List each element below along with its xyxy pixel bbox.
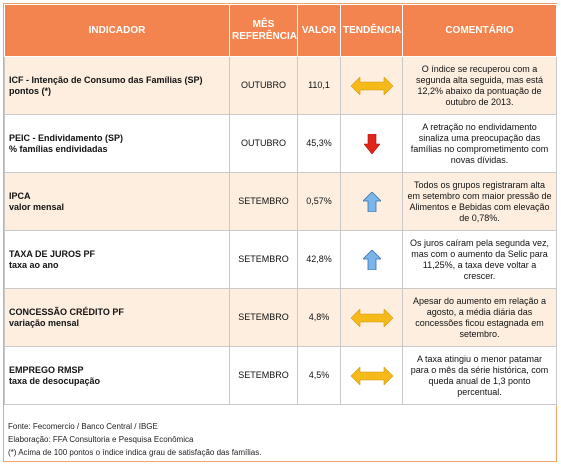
indicator-unit: taxa ao ano <box>9 259 59 270</box>
reference-month: OUTUBRO <box>230 57 298 115</box>
indicators-table <box>4 4 557 405</box>
trend-cell <box>341 289 403 347</box>
comment-cell: A retração no endividamento sinaliza uma preocupação das famílias no comprometimento com novas dívidas. <box>403 115 557 173</box>
indicator-name <box>5 347 230 405</box>
trend-cell <box>341 231 403 289</box>
header-tendencia: TENDÊNCIA <box>341 5 403 57</box>
indicator-title: TAXA DE JUROS PF <box>9 248 96 259</box>
indicator-value: 45,3% <box>298 115 341 173</box>
indicator-unit: valor mensal <box>9 201 65 212</box>
table-row <box>5 115 557 173</box>
indicator-value: 110,1 <box>298 57 341 115</box>
indicator-unit: variação mensal <box>9 317 80 328</box>
header-row <box>5 5 557 57</box>
header-valor: VALOR <box>298 5 341 57</box>
double-arrow-horizontal-icon <box>345 309 398 327</box>
indicator-title: IPCA <box>9 190 31 201</box>
indicator-title: PEIC - Endividamento (SP) <box>9 132 124 143</box>
indicator-unit: taxa de desocupação <box>9 375 101 386</box>
table-row <box>5 173 557 231</box>
indicator-value: 4,5% <box>298 347 341 405</box>
trend-cell <box>341 173 403 231</box>
reference-month: SETEMBRO <box>230 347 298 405</box>
indicator-title: EMPREGO RMSP <box>9 364 84 375</box>
indicator-name <box>5 57 230 115</box>
indicator-name <box>5 289 230 347</box>
trend-cell <box>341 115 403 173</box>
indicator-title: CONCESSÃO CRÉDITO PF <box>9 306 124 317</box>
indicator-name <box>5 231 230 289</box>
header-mes-referencia <box>230 5 298 57</box>
indicator-name <box>5 173 230 231</box>
indicator-value: 0,57% <box>298 173 341 231</box>
indicator-value: 4,8% <box>298 289 341 347</box>
footer-note: (*) Acima de 100 pontos o índice indica grau de satisfação das famílias. <box>8 448 262 457</box>
comment-cell: O índice se recuperou com a segunda alta seguida, mas está 12,2% abaixo da pontuação de outubro de 2013. <box>403 57 557 115</box>
footer-notes <box>8 420 261 459</box>
footer-source: Fonte: Fecomercio / Banco Central / IBGE <box>8 422 158 431</box>
double-arrow-horizontal-icon <box>345 367 398 385</box>
indicator-unit: % famílias endividadas <box>9 143 108 154</box>
indicator-value: 42,8% <box>298 231 341 289</box>
footer-elaboration: Elaboração: FFA Consultoria e Pesquisa Econômica <box>8 435 194 444</box>
arrow-up-icon <box>345 192 398 212</box>
reference-month: SETEMBRO <box>230 173 298 231</box>
double-arrow-horizontal-icon <box>345 77 398 95</box>
comment-cell: Apesar do aumento em relação a agosto, a média diária das concessões ficou estagnada em setembro. <box>403 289 557 347</box>
table-row <box>5 289 557 347</box>
indicator-name <box>5 115 230 173</box>
trend-cell <box>341 57 403 115</box>
header-mes-line2: REFERÊNCIA <box>232 30 298 42</box>
arrow-up-icon <box>345 250 398 270</box>
trend-cell <box>341 347 403 405</box>
header-indicador: INDICADOR <box>5 5 230 57</box>
reference-month: SETEMBRO <box>230 289 298 347</box>
table-row <box>5 57 557 115</box>
indicator-title: ICF - Intenção de Consumo das Famílias (SP) <box>9 74 203 85</box>
comment-cell: A taxa atingiu o menor patamar para o mês da série histórica, com queda anual de 1,3 ponto percentual. <box>403 347 557 405</box>
comment-cell: Todos os grupos registraram alta em setembro com maior pressão de Alimentos e Bebidas com elevação de 0,78%. <box>403 173 557 231</box>
reference-month: SETEMBRO <box>230 231 298 289</box>
header-mes-line1: MÊS <box>252 18 275 30</box>
indicator-unit: pontos (*) <box>9 85 51 96</box>
table-row <box>5 347 557 405</box>
reference-month: OUTUBRO <box>230 115 298 173</box>
header-comentario: COMENTÁRIO <box>403 5 557 57</box>
comment-cell: Os juros caíram pela segunda vez, mas com o aumento da Selic para 11,25%, a taxa deve voltar a crescer. <box>403 231 557 289</box>
arrow-down-icon <box>345 134 398 154</box>
table-row <box>5 231 557 289</box>
